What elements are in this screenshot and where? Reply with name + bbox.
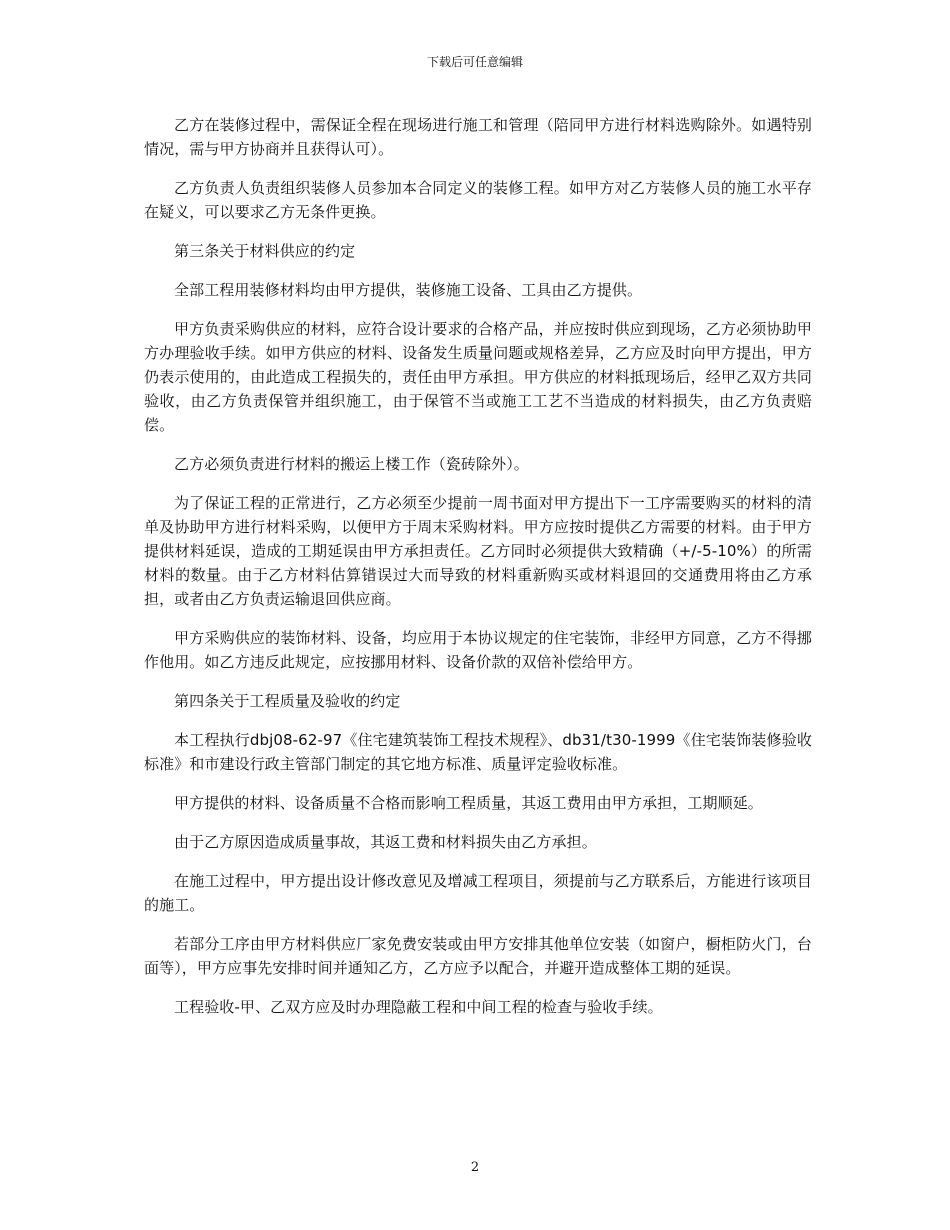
paragraph-material-planning: 为了保证工程的正常进行，乙方必须至少提前一周书面对甲方提出下一工序需要购买的材料的清单及协助甲方进行材料采购，以便甲方于周末采购材料。甲方应按时提供乙方需要的材料。由于甲方提供材料延误，造成的工期延误由甲方承担责任。乙方同时必须提供大致精确（+/-5-10%）的所需材料的数量。由于乙方材料估算错误过大而导致的材料重新购买或材料退回的交通费用将由乙方承担，或者由乙方负责运输退回供应商。	[144, 494, 812, 608]
paragraph-material-procurement: 甲方负责采购供应的材料，应符合设计要求的合格产品，并应按时供应到现场，乙方必须协助甲方办理验收手续。如甲方供应的材料、设备发生质量问题或规格差异，乙方应及时向甲方提出，甲方仍表示使用的，由此造成工程损失的，责任由甲方承担。甲方供应的材料抵现场后，经甲乙双方共同验收，由乙方负责保管并组织施工，由于保管不当或施工工艺不当造成的材料损失，由乙方负责赔偿。	[144, 320, 812, 434]
paragraph-material-supply: 全部工程用装修材料均由甲方提供，装修施工设备、工具由乙方提供。	[174, 281, 643, 299]
page-number: 2	[470, 1160, 480, 1175]
document-body	[144, 113, 812, 1034]
paragraph-defective-materials: 甲方提供的材料、设备质量不合格而影响工程质量，其返工费用由甲方承担，工期顺延。	[174, 794, 763, 812]
page-header: 下载后可任意编辑	[426, 55, 523, 69]
paragraph-onsite-management: 乙方在装修过程中，需保证全程在现场进行施工和管理（陪同甲方进行材料选购除外。如遇特别情况，需与甲方协商并且获得认可）。	[144, 116, 812, 158]
paragraph-staff-replacement: 乙方负责人负责组织装修人员参加本合同定义的装修工程。如甲方对乙方装修人员的施工水平存在疑义，可以要求乙方无条件更换。	[144, 179, 812, 221]
section-heading-article-3: 第三条关于材料供应的约定	[174, 242, 356, 260]
section-heading-article-4: 第四条关于工程质量及验收的约定	[174, 692, 401, 710]
paragraph-material-usage: 甲方采购供应的装饰材料、设备，均应用于本协议规定的住宅装饰，非经甲方同意，乙方不得挪作他用。如乙方违反此规定，应按挪用材料、设备价款的双倍补偿给甲方。	[144, 629, 812, 671]
paragraph-acceptance: 工程验收-甲、乙双方应及时办理隐蔽工程和中间工程的检查与验收手续。	[174, 998, 663, 1016]
paragraph-standards: 本工程执行dbj08-62-97《住宅建筑装饰工程技术规程》、db31/t30-1999《住宅装饰装修验收标准》和市建设行政主管部门制定的其它地方标准、质量评定验收标准。	[144, 731, 812, 773]
paragraph-quality-accident: 由于乙方原因造成质量事故，其返工费和材料损失由乙方承担。	[174, 833, 597, 851]
paragraph-design-changes: 在施工过程中，甲方提出设计修改意见及增减工程项目，须提前与乙方联系后，方能进行该项目的施工。	[144, 872, 812, 914]
paragraph-material-transport: 乙方必须负责进行材料的搬运上楼工作（瓷砖除外）。	[174, 455, 529, 473]
paragraph-third-party-installation: 若部分工序由甲方材料供应厂家免费安装或由甲方安排其他单位安装（如窗户，橱柜防火门，台面等），甲方应事先安排时间并通知乙方，乙方应予以配合，并避开造成整体工期的延误。	[144, 935, 812, 977]
